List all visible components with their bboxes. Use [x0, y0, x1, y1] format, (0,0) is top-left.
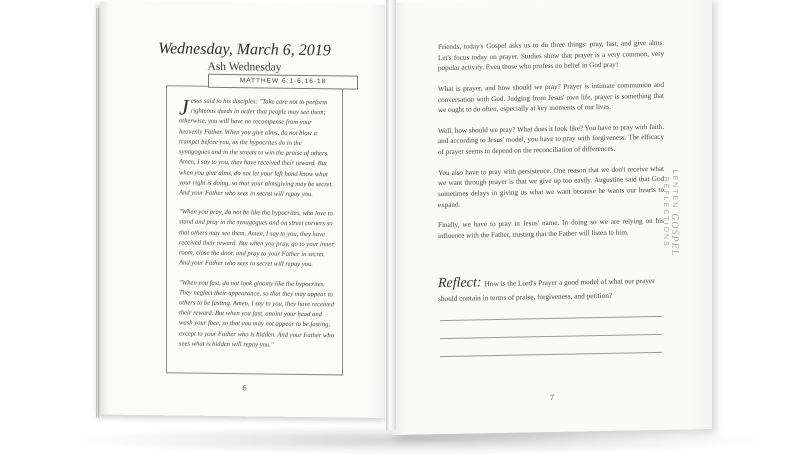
left-page	[100, 1, 389, 418]
page-number-left: 6	[242, 383, 247, 393]
page-number-right: 7	[550, 392, 554, 402]
reflect-label: Reflect:	[438, 275, 482, 292]
scripture-text-1: esus said to his disciples: "Take care not to perform righteous deeds in order that people may see them; otherwise, you will have no recompense from your heavenly Father. When you give alms, do not blow a trumpet before you, as the hypocrites do in the synagogues and in the streets to win the praise of others. Amen, I say to you, they have received their reward. But when you give alms, do not let your left hand know what your right is doing, so that your almsgiving may be secret. And your Father who sees in secret will repay you.	[179, 97, 333, 199]
drop-cap: J	[179, 94, 189, 120]
reflection-paragraph-4: You also have to pray with persistence. One reason that we don't receive what we want through prayer is that we give up too easily. Augustine said that God sometimes delays in giving us what we want because he wants our hearts to expand.	[438, 164, 664, 209]
right-page	[392, 0, 712, 435]
scripture-box	[166, 85, 343, 375]
reflection-paragraph-1: Friends, today's Gospel asks us to do three things: pray, fast, and give alms. Let's focus today on prayer. Studies show that prayer is a very common, very popular activity. Even those who profess no belief in God pray!	[438, 38, 664, 73]
scripture-paragraph-1	[179, 96, 334, 200]
running-title-2: GOSPEL	[669, 212, 680, 257]
reflection-paragraph-2: What is prayer, and how should we pray? Prayer is intimate communion and conversation with God. Judging from Jesus' own life, prayer is something that we ought to do often, especially at key moments of our lives.	[438, 80, 664, 115]
reflection-text	[438, 38, 664, 252]
answer-line	[440, 352, 662, 357]
answer-line	[440, 316, 662, 321]
answer-line	[440, 334, 662, 339]
running-title	[664, 147, 680, 277]
page-date: Wednesday, March 6, 2019	[158, 40, 331, 60]
reflect-question: How is the Lord's Prayer a good model of what our prayer should contain in terms of praise, forgiveness, and petition?	[438, 275, 655, 304]
reflect-prompt	[438, 269, 668, 305]
book-spine	[386, 0, 396, 430]
scripture-reference: MATTHEW 6:1-6,16-18	[208, 74, 358, 90]
scripture-paragraph-3: "When you fast, do not look gloomy like the hypocrites. They neglect their appearance, so that they may appear to others to be fasting. Amen, I say to you, they have received their reward. But when you fast, anoint your head and wash your face, so that you may not appear to be fasting, except to your Father who is hidden. And your Father who sees what is hidden will repay you."	[179, 278, 334, 349]
scripture-paragraph-2: "When you pray, do not be like the hypocrites, who love to stand and pray in the synagogues and on street corners so that others may see them. Amen, I say to you, they have received their reward. But when you pray, go to your inner room, close the door, and pray to your Father in secret. And your Father who sees in secret will repay you.	[179, 208, 334, 269]
running-title-1: LENTEN	[671, 169, 678, 209]
page-subtitle: Ash Wednesday	[207, 60, 282, 74]
reflection-paragraph-3: Well, how should we pray? What does it look like? You have to pray with faith, and according to Jesus' model, you have to pray with forgiveness. The efficacy of prayer seems to depend on the reconciliation of differences.	[438, 122, 664, 157]
running-title-3: REFLECTIONS	[662, 177, 669, 249]
reflection-paragraph-5: Finally, we have to pray in Jesus' name. In doing so we are relying on his influence with the Father, trusting that the Father will listen to him.	[438, 217, 664, 241]
